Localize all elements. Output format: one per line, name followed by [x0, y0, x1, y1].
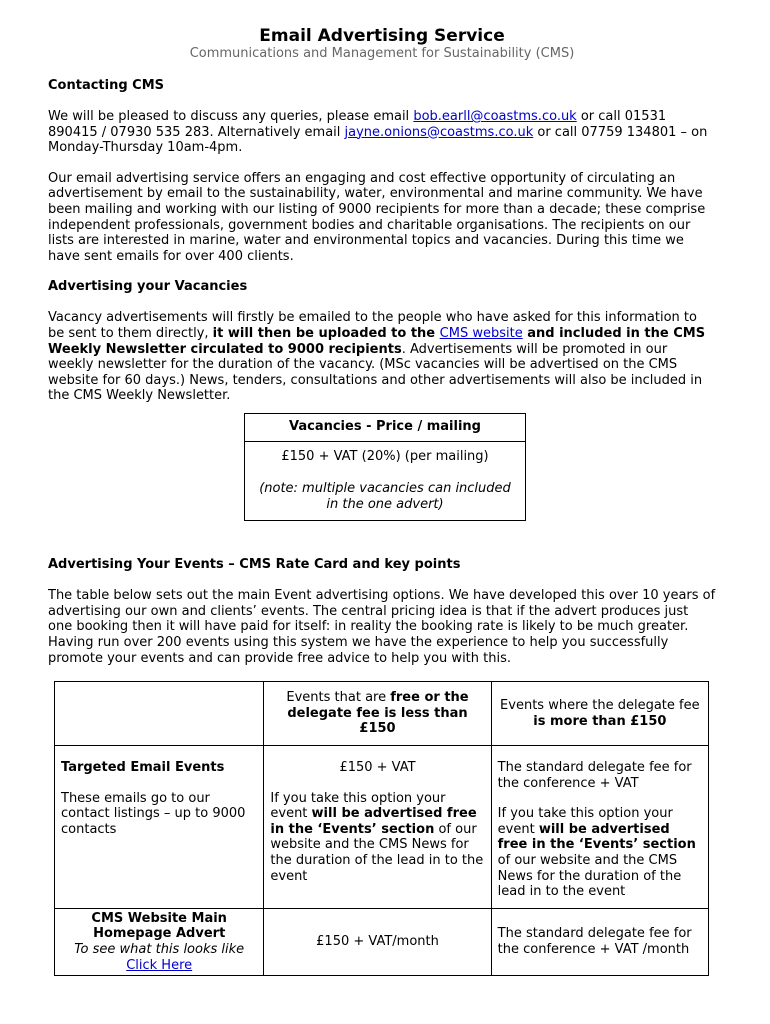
option-text-free: If you take this option your event will be advertised free in the ‘Events’ section of our website and the CMS News for the duration of the lead in to the event — [270, 790, 484, 884]
table-row — [55, 682, 709, 746]
events-heading: Advertising Your Events – CMS Rate Card and key points — [48, 557, 461, 573]
table-row — [55, 908, 709, 975]
price-email-paid: The standard delegate fee for the conference + VAT — [497, 760, 692, 791]
vacancy-price-header: Vacancies - Price / mailing — [245, 414, 525, 442]
option-text-paid: If you take this option your event will be advertised free in the ‘Events’ section of our website and the CMS News for the duration of the lead in to the event — [497, 806, 696, 900]
rate-card-table — [54, 681, 709, 976]
document-page — [48, 26, 716, 976]
header-free-events: Events that are free or the delegate fee is less than £150 — [264, 682, 491, 746]
row-desc-email-events: These emails go to our contact listings – up to 9000 contacts — [61, 790, 246, 837]
vacancy-price: £150 + VAT (20%) (per mailing) — [281, 448, 489, 464]
row-title-email-events: Targeted Email Events — [61, 760, 225, 776]
document-title: Email Advertising Service — [259, 26, 505, 46]
vacancy-price-box — [244, 413, 526, 521]
contact-heading: Contacting CMS — [48, 78, 165, 93]
email-link-jayne[interactable]: jayne.onions@coastms.co.uk — [344, 124, 534, 140]
service-paragraph: Our email advertising service offers an engaging and cost effective opportunity of circulating an advertisement by email to the sustainability, water, environmental and marine community. We have been mailing and working with our listing of 9000 recipients for more than a decade; these comprise independent professionals, government bodies and charitable organisations. The recipients on our lists are interested in marine, water and environmental topics and vacancies. During this time we have sent emails for over 400 clients. — [48, 170, 706, 264]
email-link-bob[interactable]: bob.earll@coastms.co.uk — [413, 109, 577, 124]
header-paid-events: Events where the delegate fee is more than £150 — [491, 682, 708, 746]
table-row — [55, 746, 709, 909]
vacancy-price-note: (note: multiple vacancies can included in the one advert) — [259, 481, 511, 512]
row-italic-note: To see what this looks like — [74, 941, 245, 957]
contact-paragraph: We will be pleased to discuss any queries, please email bob.earll@coastms.co.uk or call 01531 890415 / 07930 535 283. Alternatively email jayne.onions@coastms.co.uk or call 07759 134801 – on Monday-Thursday 10am-4pm. — [48, 109, 708, 156]
price-homepage-free: £150 + VAT/month — [264, 908, 491, 975]
document-subtitle: Communications and Management for Sustainability (CMS) — [189, 46, 575, 61]
vacancies-heading: Advertising your Vacancies — [48, 279, 248, 295]
price-homepage-paid: The standard delegate fee for the conference + VAT /month — [491, 908, 708, 975]
price-email-free: £150 + VAT — [339, 760, 416, 776]
click-here-link[interactable]: Click Here — [126, 957, 193, 973]
vacancies-paragraph: Vacancy advertisements will firstly be emailed to the people who have asked for this information to be sent to them directly, it will then be uploaded to the CMS website and included in the CMS Weekly Newsletter circulated to 9000 recipients. Advertisements will be promoted in our weekly newsletter for the duration of the vacancy. (MSc vacancies will be advertised on the CMS website for 60 days.) News, tenders, consultations and other advertisements will also be included in the CMS Weekly Newsletter. — [48, 310, 706, 404]
row-title-homepage-advert: CMS Website Main Homepage Advert — [91, 910, 227, 942]
cms-website-link[interactable]: CMS website — [439, 325, 523, 341]
events-paragraph: The table below sets out the main Event advertising options. We have developed this over 10 years of advertising our own and clients’ events. The central pricing idea is that if the advert produces just one booking then it will have paid for itself: in reality the booking rate is likely to be much greater. Having run over 200 events using this system we have the experience to help you successfully promote your events and can provide free advice to help you with this. — [48, 588, 716, 666]
